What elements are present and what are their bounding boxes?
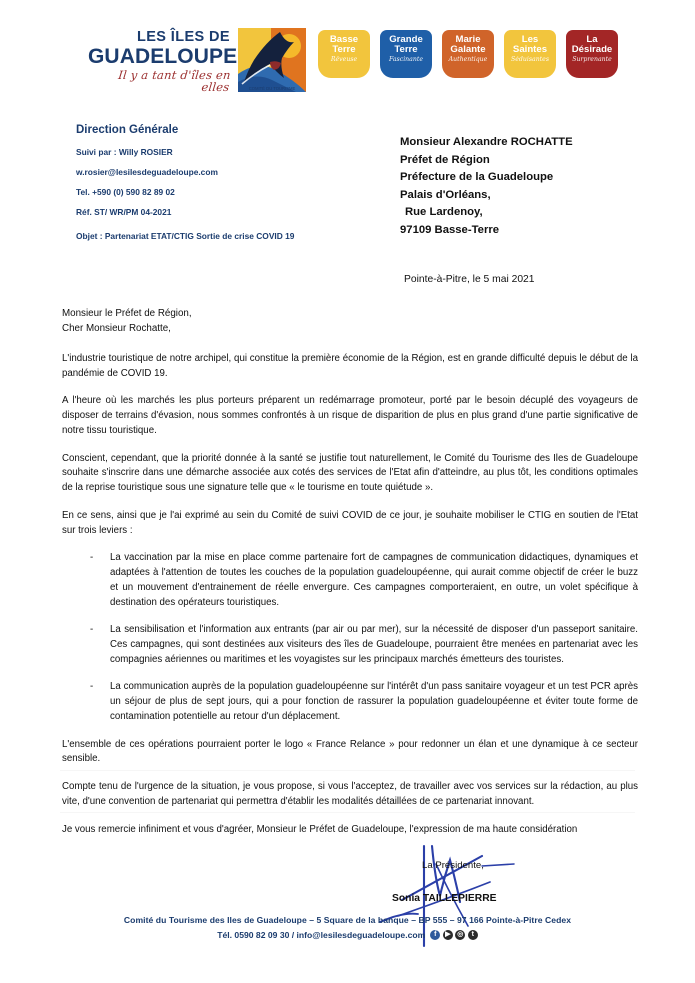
scan-artifact bbox=[60, 770, 635, 771]
lever-text: La sensibilisation et l'information aux entrants (par air ou par mer), sur la nécessité de disposer d'un passeport sanitaire. Ces campagnes, qui sont destinées aux visiteurs des îles de Guadeloupe, pourraient être menées en partenariat avec les compagnies aériennes ou maritimes et les voyagistes sur les principaux marchés émetteurs des touristes. bbox=[110, 624, 638, 665]
body-paragraph-5: L'ensemble de ces opérations pourraient porter le logo « France Relance » pour redonner un élan et une dynamique à ce secteur sensible. bbox=[62, 738, 638, 765]
lever-item-2 bbox=[90, 623, 638, 667]
badge-name-line-2: Terre bbox=[332, 43, 356, 55]
logo-caption-text: COMITÉ DU TOURISME bbox=[248, 86, 296, 91]
recipient-line-street: Rue Lardenoy, bbox=[405, 206, 483, 218]
logo-line-2: GUADELOUPE bbox=[88, 44, 238, 68]
island-badge-basse-terre bbox=[318, 30, 370, 78]
sender-contact-person: Suivi par : Willy ROSIER bbox=[76, 147, 173, 157]
badge-name-line-1: La bbox=[586, 34, 598, 45]
lever-item-3 bbox=[90, 680, 638, 724]
badge-name-line-2: Galante bbox=[450, 43, 486, 55]
footer-contact bbox=[217, 930, 478, 940]
badge-name-line-2: Terre bbox=[394, 43, 418, 55]
badge-name-line-1: Grande bbox=[389, 34, 423, 45]
recipient-line-city: 97109 Basse-Terre bbox=[400, 223, 500, 236]
guadeloupe-logo bbox=[88, 26, 318, 98]
lever-dash: - bbox=[90, 624, 94, 636]
badge-subtitle: Séduisantes bbox=[511, 55, 549, 63]
lever-dash: - bbox=[90, 552, 94, 564]
badge-name-line-2: Désirade bbox=[571, 43, 613, 55]
recipient-line-name: Monsieur Alexandre ROCHATTE bbox=[400, 136, 573, 148]
logo-wordmark bbox=[88, 29, 238, 93]
scan-artifact bbox=[60, 812, 635, 813]
sender-department: Direction Générale bbox=[76, 124, 179, 136]
sender-subject: Objet : Partenariat ETAT/CTIG Sortie de crise COVID 19 bbox=[76, 231, 295, 241]
badge-name-line-1: Basse bbox=[329, 34, 359, 45]
badge-name-line-1: Les bbox=[521, 34, 539, 45]
body-paragraph-3: Conscient, cependant, que la priorité donnée à la santé se justifie tout naturellement, le Comité du Tourisme des Iles de Guadeloupe souhaite s'inscrire dans une démarche associée aux cotés des services de l'Etat afin d'atteindre, au plus tôt, les conditions optimales de la reprise touristique sous une signature telle que « le tourisme en toute quiétude ». bbox=[62, 452, 638, 494]
signature-name: Sonia TAILLEPIERRE bbox=[392, 893, 497, 904]
island-badge-la-desirade bbox=[566, 30, 618, 78]
lever-item-1 bbox=[90, 551, 638, 610]
island-badge-grande-terre bbox=[380, 30, 432, 78]
salutation bbox=[62, 306, 192, 336]
lever-text: La communication auprès de la population guadeloupéenne sur l'intérêt d'un pass sanitaire voyageur et un test PCR après un séjour de plus de sept jours, qui a pour fonction de rassurer la population guadeloupéenne et éviter toute forme de contamination potentielle au retour d'un déplacement. bbox=[110, 681, 638, 722]
frigate-bird-logo-icon bbox=[236, 26, 308, 94]
badge-name-line-1: Marie bbox=[455, 34, 481, 45]
island-badges bbox=[318, 30, 618, 78]
sender-email[interactable]: w.rosier@lesilesdeguadeloupe.com bbox=[76, 167, 218, 177]
island-badge-les-saintes bbox=[504, 30, 556, 78]
badge-subtitle: Fascinante bbox=[389, 55, 423, 63]
body-paragraph-4: En ce sens, ainsi que je l'ai exprimé au sein du Comité de suivi COVID de ce jour, je souhaite mobiliser le CTIG en soutien de l'Etat sur trois leviers : bbox=[62, 509, 638, 536]
recipient-line-role: Préfet de Région bbox=[400, 153, 490, 166]
sender-reference: Réf. ST/ WR/PM 04-2021 bbox=[76, 207, 172, 217]
recipient-line-building: Palais d'Orléans, bbox=[400, 188, 491, 201]
instagram-icon[interactable]: ◎ bbox=[457, 931, 464, 938]
footer-address: Comité du Tourisme des Iles de Guadeloupe – 5 Square de la banque – BP 555 – 97 166 Pointe-à-Pitre Cedex bbox=[123, 915, 572, 925]
sender-phone: Tel. +590 (0) 590 82 89 02 bbox=[76, 187, 175, 197]
logo-line-1: LES ÎLES DE bbox=[136, 29, 230, 45]
salutation-line-1: Monsieur le Préfet de Région, bbox=[62, 308, 192, 319]
social-icons bbox=[430, 930, 478, 940]
document-footer bbox=[0, 915, 695, 943]
twitter-icon[interactable]: t bbox=[468, 930, 478, 940]
lever-text: La vaccination par la mise en place comme partenaire fort de campagnes de communication didactiques, dynamiques et adaptées à l'attention de toutes les couches de la population guadeloupéenne, qui aurait comme objectif de créer le buzz et un mouvement d'entrainement de réelle envergure. Ces campagnes comporteraient, en outre, un volet spécifique à destination des opérateurs touristiques. bbox=[110, 552, 638, 608]
date-line: Pointe-à-Pitre, le 5 mai 2021 bbox=[404, 274, 535, 285]
signature-role: La Présidente, bbox=[422, 860, 484, 871]
logo-tagline: Il y a tant d'îles en elles bbox=[117, 67, 232, 93]
lever-dash: - bbox=[90, 681, 94, 693]
youtube-icon[interactable]: ▶ bbox=[443, 930, 453, 940]
badge-subtitle: Rêveuse bbox=[330, 55, 358, 63]
body-paragraph-2: A l'heure où les marchés les plus porteurs préparent un redémarrage promoteur, porté par le besoin décuplé des voyageurs de disposer de terrains d'évasion, nous sommes confrontés à un risque de disparition de plus en plus grand d'une partie significative de notre tissu touristique. bbox=[62, 395, 638, 436]
sender-details bbox=[76, 124, 376, 241]
footer-contact-text: Tél. 0590 82 09 30 / info@lesilesdeguadeloupe.com bbox=[217, 930, 426, 940]
badge-subtitle: Authentique bbox=[448, 55, 488, 63]
badge-subtitle: Surprenante bbox=[572, 55, 612, 63]
facebook-icon[interactable]: f bbox=[430, 930, 440, 940]
body-paragraph-1: L'industrie touristique de notre archipel, qui constitue la première économie de la Région, est en grande difficulté depuis le début de la pandémie de COVID 19. bbox=[62, 353, 638, 379]
levers-list bbox=[62, 551, 638, 724]
recipient-line-org: Préfecture de la Guadeloupe bbox=[400, 171, 554, 183]
salutation-line-2: Cher Monsieur Rochatte, bbox=[62, 323, 171, 335]
body-paragraph-6: Compte tenu de l'urgence de la situation, je vous propose, si vous l'acceptez, de travailler avec vos services sur la rédaction, au plus vite, d'une convention de partenariat qui permettra d'établir les modalités détaillées de ce partenariat innovant. bbox=[62, 781, 638, 807]
body-paragraph-7: Je vous remercie infiniment et vous d'agréer, Monsieur le Préfet de Guadeloupe, l'expression de ma haute considération bbox=[62, 823, 578, 835]
recipient-address bbox=[400, 134, 660, 239]
letter-body bbox=[62, 352, 638, 850]
badge-name-line-2: Saintes bbox=[512, 43, 548, 55]
island-badge-marie-galante bbox=[442, 30, 494, 78]
letterhead bbox=[0, 0, 695, 110]
